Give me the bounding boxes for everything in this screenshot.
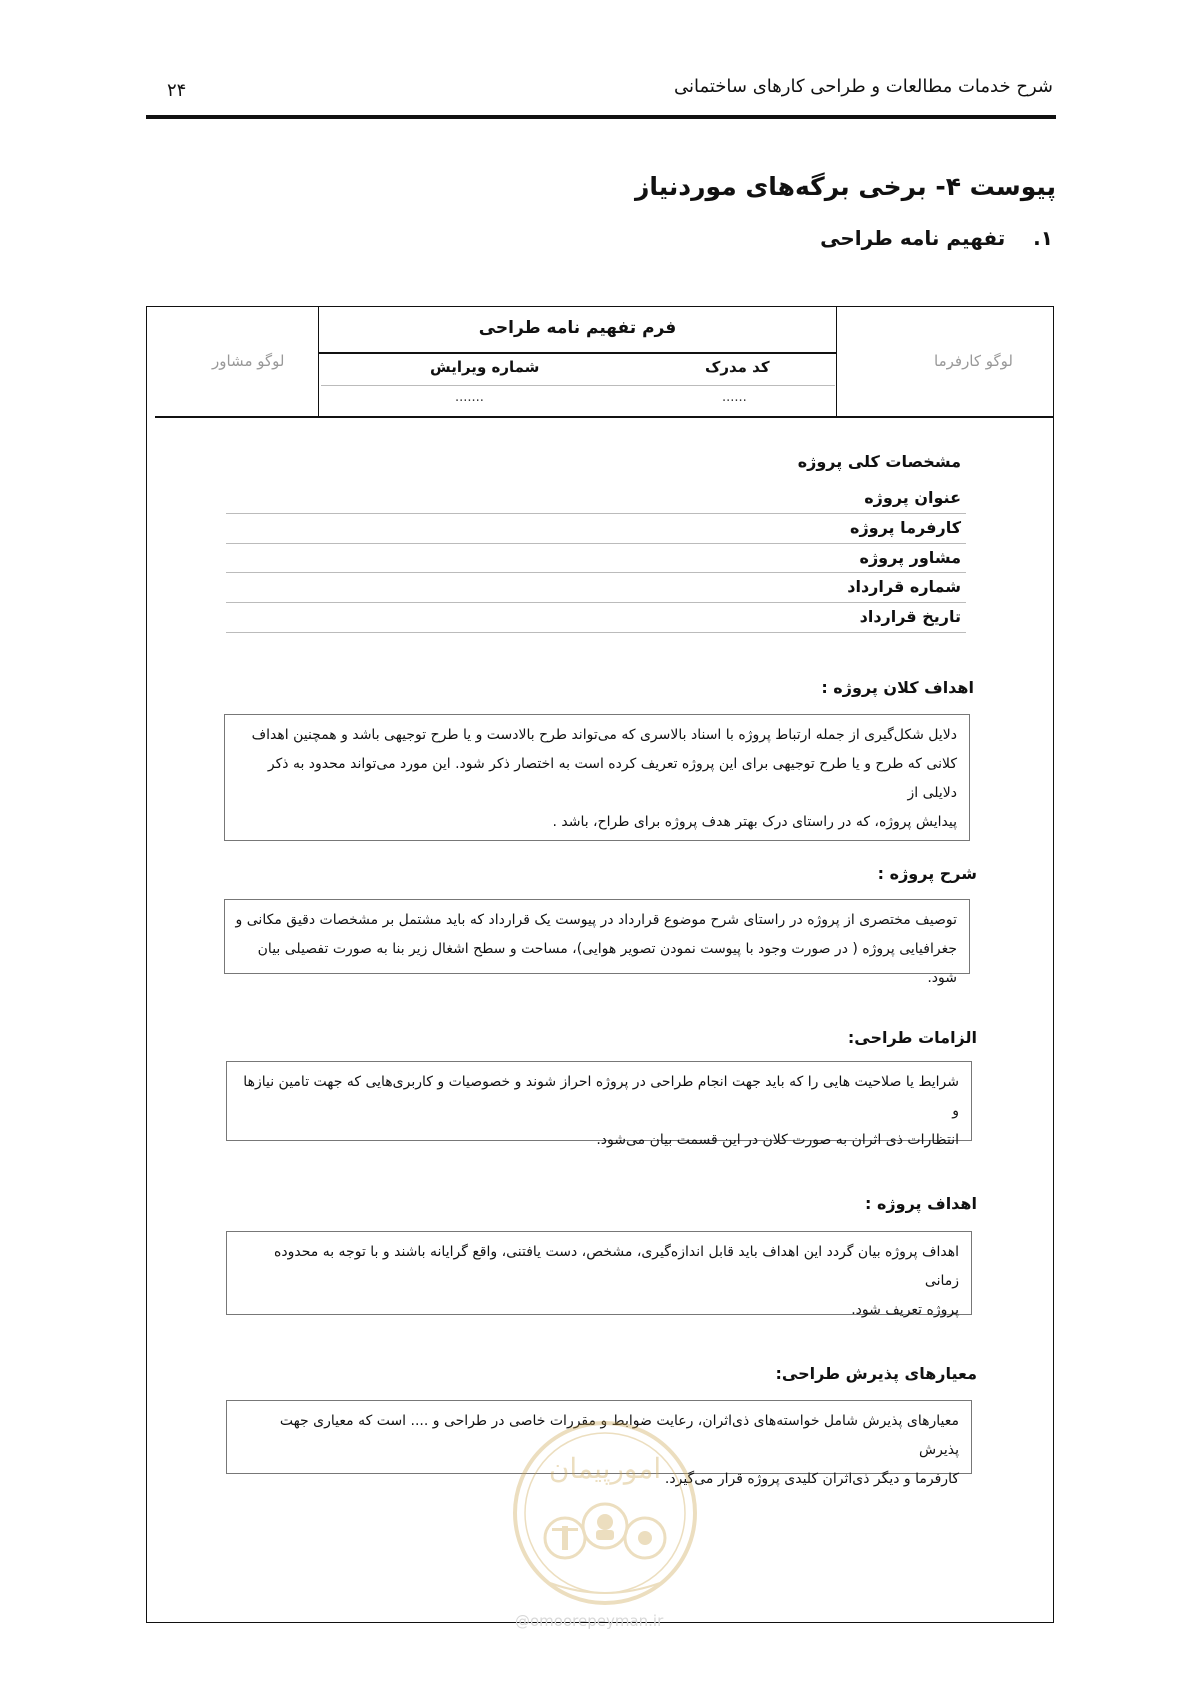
section-title [820,226,1053,250]
project-goals-line: پروژه تعریف شود. [851,1302,959,1318]
design-requirements-line: انتظارات ذی اثران به صورت کلان در این قسمت بیان می‌شود. [596,1132,959,1148]
field-line [226,513,966,514]
running-header: شرح خدمات مطالعات و طراحی کارهای ساختمانی [673,76,1053,97]
project-goals-box [226,1231,972,1318]
field-line [226,632,966,633]
acceptance-criteria-line: کارفرما و دیگر ذی‌اثران کلیدی پروژه قرار می‌گیرد. [664,1471,959,1487]
field-project-title: عنوان پروژه [864,488,961,507]
scales-icon [552,1526,578,1550]
consultant-logo-placeholder: لوگو مشاور [212,352,285,370]
form-value-divider [321,385,835,386]
acceptance-criteria-line: معیارهای پذیرش شامل خواسته‌های ذی‌اثران، رعایت ضوابط و مقررات خاصی در طراحی و .... است که معیاری جهت پذیرش [279,1413,959,1458]
form-title-divider [318,352,837,354]
form-title: فرم تفهیم نامه طراحی [478,318,677,338]
macro-goals-heading: اهداف کلان پروژه : [821,678,974,697]
page-number: ۲۴ [167,80,187,101]
design-requirements-box [226,1061,972,1148]
field-contract-date: تاریخ قرارداد [859,607,961,626]
header-rule [146,115,1056,119]
employer-logo-placeholder: لوگو کارفرما [934,352,1013,370]
project-description-box [224,899,970,986]
macro-goals-line: دلایل شکل‌گیری از جمله ارتباط پروژه با اسناد بالاسری که می‌تواند طرح بالادست و یا طرح توجیهی باشد و همچنین اهداف [251,727,957,743]
watermark-seal [510,1418,700,1608]
macro-goals-line: کلانی که طرح و یا طرح توجیهی برای این پروژه تعریف کرده است به اختصار ذکر شود. این مورد می‌تواند محدود به ذکر دلایلی از [267,756,957,801]
field-project-employer: کارفرما پروژه [850,518,961,537]
revision-value: ....... [455,390,484,405]
revision-label: شماره ویرایش [430,358,540,376]
field-line [226,602,966,603]
field-line [226,543,966,544]
project-description-line: توصیف مختصری از پروژه در راستای شرح موضوع قرارداد در پیوست یک قرارداد که باید مشتمل بر مشخصات دقیق مکانی و [235,912,957,928]
watermark-url: @omoorepeyman.ir [515,1612,664,1630]
doc-code-value: ...... [722,390,747,405]
doc-code-label: کد مدرک [705,358,770,376]
seal-text: امورپیمان [548,1452,662,1485]
project-goals-line: اهداف پروژه بیان گردد این اهداف باید قابل اندازه‌گیری، مشخص، دست یافتنی، واقع گرایانه باشند و با توجه به محدوده زمانی [274,1244,959,1289]
appendix-title: پیوست ۴- برخی برگه‌های موردنیاز [634,172,1056,201]
section-title-text: تفهیم نامه طراحی [820,226,1006,250]
wrench-icon [638,1531,652,1545]
macro-goals-line: پیدایش پروژه، که در راستای درک بهتر هدف پروژه برای طراح، باشد . [552,814,957,830]
field-project-consultant: مشاور پروژه [859,548,961,567]
design-requirements-heading: الزامات طراحی: [847,1028,977,1047]
field-contract-number: شماره قرارداد [847,577,961,596]
general-specs-heading: مشخصات کلی پروژه [797,452,961,471]
project-goals-heading: اهداف پروژه : [865,1194,977,1213]
project-description-line: جغرافیایی پروژه ( در صورت وجود با پیوست نمودن تصویر هوایی)، مساحت و سطح اشغال زیر بنا به صورت تفصیلی بیان شود. [257,941,957,986]
section-number: ۱. [1033,226,1053,250]
seal-ribbon [550,1583,660,1593]
acceptance-criteria-heading: معیارهای پذیرش طراحی: [775,1364,977,1383]
field-line [226,572,966,573]
macro-goals-box [224,714,970,841]
design-requirements-line: شرایط یا صلاحیت هایی را که باید جهت انجام طراحی در پروژه احراز شوند و خصوصیات و کاربری‌هایی که جهت تامین نیازها و [243,1074,959,1119]
project-description-heading: شرح پروژه : [877,864,977,883]
helmet-icon [596,1514,614,1540]
seal-outer-ring [515,1423,695,1603]
